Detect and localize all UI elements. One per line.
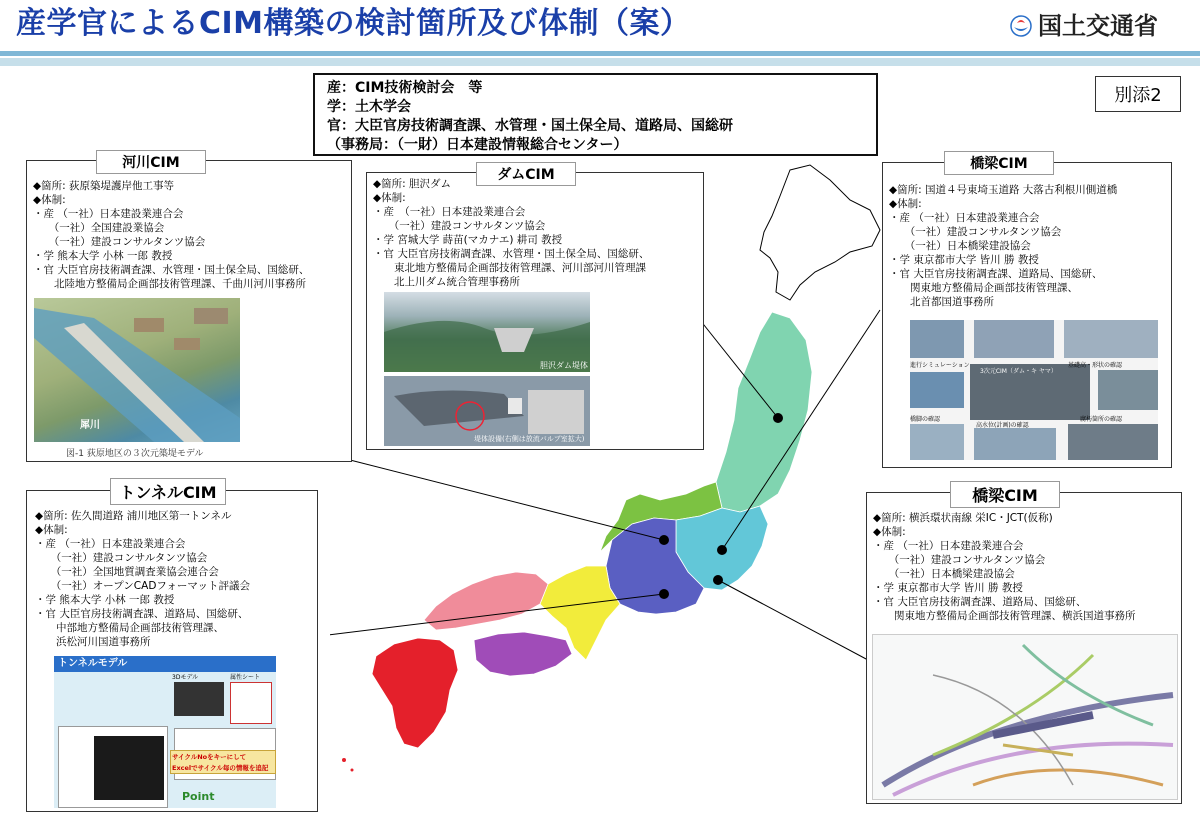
tunnel-line-9: 浜松河川国道事務所 [35,636,151,648]
river-3d-model-image [34,298,240,442]
ministry-logo [1010,6,1158,46]
organization-box [313,73,878,156]
bridge1-label-3: 橋脚の確認 [910,416,941,423]
bridge1-line-8: 北首都国道事務所 [889,296,994,308]
tunnel-model-label-1: 属性シート [230,674,261,681]
dam-cim-title: ダムCIM [476,162,576,186]
tunnel-line-4: （一社）全国地質調査業協会連合会 [35,566,219,578]
org-line-secretariat: （事務局：（一財）日本建設情報総合センター） [327,137,628,153]
river-caption: 図-1 荻原地区の３次元築堤モデル [66,449,204,459]
bridge1-line-0: ◆箇所: 国道４号東埼玉道路 大落古利根川側道橋 [889,184,1118,196]
tunnel-model-label-0: 3Dモデル [172,674,199,681]
tunnel-line-7: ・官 大臣官房技術調査課、道路局、国総研、 [35,608,249,620]
header-rule [0,51,1200,56]
header-band [0,58,1200,66]
tunnel-line-5: （一社）オープンCADフォーマット評議会 [35,580,250,592]
bridge2-line-5: ・学 東京都市大学 皆川 勝 教授 [873,582,1023,594]
bridge2-line-2: ・産 （一社）日本建設業連合会 [873,540,1024,552]
bridge1-cim-title: 橋梁CIM [944,151,1054,175]
bridge1-line-3: （一社）建設コンサルタンツ協会 [889,226,1062,238]
bridge1-line-5: ・学 東京都市大学 皆川 勝 教授 [889,254,1039,266]
dam-image-label: 胆沢ダム堤体 [540,361,588,370]
dam-line-1: ◆体制: [373,192,406,204]
bridge2-line-7: 関東地方整備局企画部技術管理課、横浜国道事務所 [873,610,1136,622]
bridge1-images [910,320,1158,460]
dam-line-7: 北上川ダム統合管理事務所 [373,276,520,288]
tunnel-line-6: ・学 熊本大学 小林 一郎 教授 [35,594,175,606]
map-hokkaido [760,165,880,300]
river-line-7: 北陸地方整備局企画部技術管理課、千曲川河川事務所 [33,278,306,290]
org-line-government: 官：大臣官房技術調査課、水管理・国土保全局、道路局、国総研 [327,118,733,134]
bridge1-line-6: ・官 大臣官房技術調査課、道路局、国総研、 [889,268,1103,280]
dam-terrain-image [384,292,590,372]
river-line-4: （一社）建設コンサルタンツ協会 [33,236,206,248]
bridge1-line-4: （一社）日本橋梁建設協会 [889,240,1031,252]
tunnel-line-8: 中部地方整備局企画部技術管理課、 [35,622,224,634]
dam-structure-image [384,376,590,446]
tunnel-line-1: ◆体制: [35,524,68,536]
river-cim-title: 河川CIM [96,150,206,174]
bridge1-line-2: ・産 （一社）日本建設業連合会 [889,212,1040,224]
bridge1-label-2: 基礎高・形状の確認 [1068,362,1123,369]
dam-line-3: （一社）建設コンサルタンツ協会 [373,220,546,232]
tunnel-point-label: Point [182,790,215,803]
page-title: 産学官によるCIM構築の検討箇所及び体制（案） [16,6,691,41]
org-line-academia: 学：土木学会 [327,99,411,115]
map-kyushu [372,638,458,748]
dam-image2-label: 堤体設備(右側は放流バルブ室拡大) [474,435,585,443]
river-line-6: ・官 大臣官房技術調査課、水管理・国土保全局、国総研、 [33,264,310,276]
bridge2-line-1: ◆体制: [873,526,906,538]
bridge1-line-7: 関東地方整備局企画部技術管理課、 [889,282,1078,294]
bridge2-line-3: （一社）建設コンサルタンツ協会 [873,554,1046,566]
dam-line-6: 東北地方整備局企画部技術管理課、河川部河川管理課 [373,262,646,274]
bridge1-line-1: ◆体制: [889,198,922,210]
bridge2-line-6: ・官 大臣官房技術調査課、道路局、国総研、 [873,596,1087,608]
river-line-2: ・産 （一社）日本建設業連合会 [33,208,184,220]
bridge2-line-0: ◆箇所: 横浜環状南線 栄IC・JCT(仮称) [873,512,1053,524]
tunnel-line-3: （一社）建設コンサルタンツ協会 [35,552,208,564]
tunnel-model-image [54,656,276,808]
river-line-5: ・学 熊本大学 小林 一郎 教授 [33,250,173,262]
bridge2-line-4: （一社）日本橋梁建設協会 [873,568,1015,580]
dam-line-4: ・学 宮城大学 蒔苗(マカナエ) 耕司 教授 [373,234,563,246]
river-line-0: ◆箇所: 荻原築堤護岸他工事等 [33,180,174,192]
bridge1-label-0: 進行シミュレーション [910,362,970,369]
attachment-label: 別添2 [1095,76,1181,112]
tunnel-note-1: サイクルNoをキーにして [172,753,247,761]
dam-line-5: ・官 大臣官房技術調査課、水管理・国土保全局、国総研、 [373,248,650,260]
ministry-logo-icon [1010,15,1032,37]
tunnel-line-0: ◆箇所: 佐久間道路 浦川地区第一トンネル [35,510,232,522]
bridge1-label-1: 3次元CIM（ダム・キ ヤマ） [980,368,1057,375]
ministry-name: 国土交通省 [1038,12,1158,40]
org-line-industry: 産：CIM技術検討会 等 [327,80,483,96]
bridge1-label-4: 高水位(計画)の確認 [976,422,1029,429]
tunnel-model-title: トンネルモデル [54,656,276,672]
tunnel-cim-title: トンネルCIM [110,478,226,505]
river-line-3: （一社）全国建設業協会 [33,222,165,234]
bridge1-label-5: 腐朽箇所の確認 [1080,416,1123,423]
river-line-1: ◆体制: [33,194,66,206]
map-shikoku [474,632,572,676]
tunnel-note-2: Excelでサイクル毎の情報を追記 [172,764,269,772]
map-tohoku [716,312,812,512]
bridge2-cim-title: 橋梁CIM [950,481,1060,508]
bridge2-interchange-image [872,634,1178,800]
river-label: 犀川 [80,420,100,431]
dam-line-0: ◆箇所: 胆沢ダム [373,178,451,190]
tunnel-line-2: ・産 （一社）日本建設業連合会 [35,538,186,550]
dam-line-2: ・産 （一社）日本建設業連合会 [373,206,526,218]
